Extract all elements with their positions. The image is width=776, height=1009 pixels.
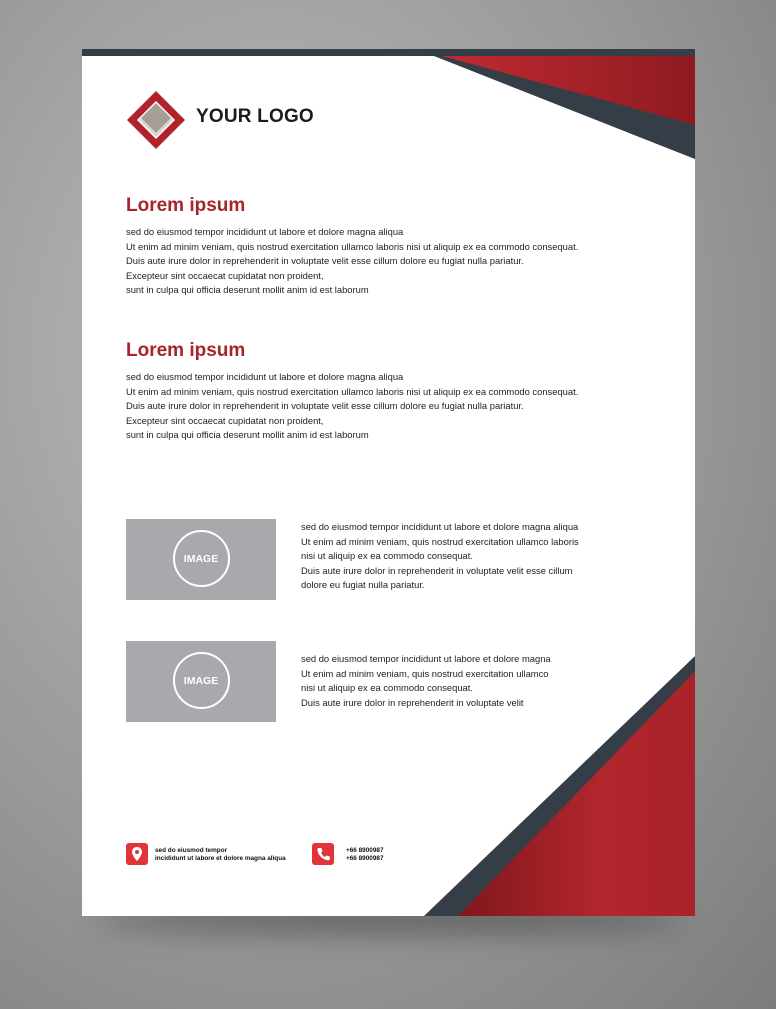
footer-address	[155, 847, 286, 863]
body-line: dolore eu fugiat nulla pariatur.	[301, 579, 425, 590]
image-block-text	[301, 652, 621, 710]
body-line: Excepteur sint occaecat cupidatat non proident,	[126, 269, 324, 281]
body-line: sed do eiusmod tempor incididunt ut labore et dolore magna	[301, 653, 551, 664]
phone-icon	[312, 843, 334, 865]
body-line: Excepteur sint occaecat cupidatat non proident,	[126, 414, 324, 426]
footer-phone	[346, 847, 384, 863]
image-label: IMAGE	[183, 553, 219, 565]
corner-decorations	[82, 49, 695, 916]
body-line: sed do eiusmod tempor incididunt ut labore et dolore magna aliqua	[301, 521, 579, 532]
body-line: Ut enim ad minim veniam, quis nostrud exercitation ullamco laboris nisi ut aliquip ex ea commodo consequat.	[126, 240, 579, 252]
address-line: incididunt ut labore et dolore magna aliqua	[155, 855, 286, 862]
body-line: sed do eiusmod tempor incididunt ut labore et dolore magna aliqua	[126, 226, 404, 237]
location-pin-icon	[126, 843, 148, 865]
body-line: Duis aute irure dolor in reprehenderit in voluptate velit esse cillum dolore eu fugiat nulla pariatur.	[126, 400, 524, 411]
body-line: sunt in culpa qui officia deserunt mollit anim id est laborum	[126, 429, 369, 440]
image-label: IMAGE	[183, 675, 219, 687]
body-line: sunt in culpa qui officia deserunt mollit anim id est laborum	[126, 284, 369, 295]
body-line: sed do eiusmod tempor incididunt ut labore et dolore magna aliqua	[126, 371, 404, 382]
logo-diamond-icon	[126, 90, 186, 150]
phone-line: +66 8900987	[346, 847, 384, 854]
body-line: Duis aute irure dolor in reprehenderit in voluptate velit esse cillum	[301, 564, 573, 576]
body-line: Ut enim ad minim veniam, quis nostrud exercitation ullamco laboris	[301, 535, 579, 547]
phone-line: +66 8900987	[346, 855, 384, 862]
section-heading: Lorem ipsum	[126, 340, 246, 361]
address-line: sed do eiusmod tempor	[155, 847, 228, 854]
body-line: Duis aute irure dolor in reprehenderit in voluptate velit	[301, 696, 524, 708]
section-2	[126, 340, 646, 443]
flyer-page	[82, 49, 695, 916]
body-line: nisi ut aliquip ex ea commodo consequat.	[301, 550, 473, 561]
image-block-text	[301, 520, 621, 593]
section-1	[126, 195, 646, 298]
image-placeholder	[126, 641, 276, 722]
body-line: Ut enim ad minim veniam, quis nostrud exercitation ullamco laboris nisi ut aliquip ex ea commodo consequat.	[126, 385, 579, 397]
body-line: nisi ut aliquip ex ea commodo consequat.	[301, 682, 473, 693]
image-placeholder	[126, 519, 276, 600]
body-line: Duis aute irure dolor in reprehenderit in voluptate velit esse cillum dolore eu fugiat nulla pariatur.	[126, 255, 524, 266]
body-line: Ut enim ad minim veniam, quis nostrud exercitation ullamco	[301, 667, 549, 679]
section-heading: Lorem ipsum	[126, 195, 246, 216]
logo-text: YOUR LOGO	[196, 106, 314, 127]
